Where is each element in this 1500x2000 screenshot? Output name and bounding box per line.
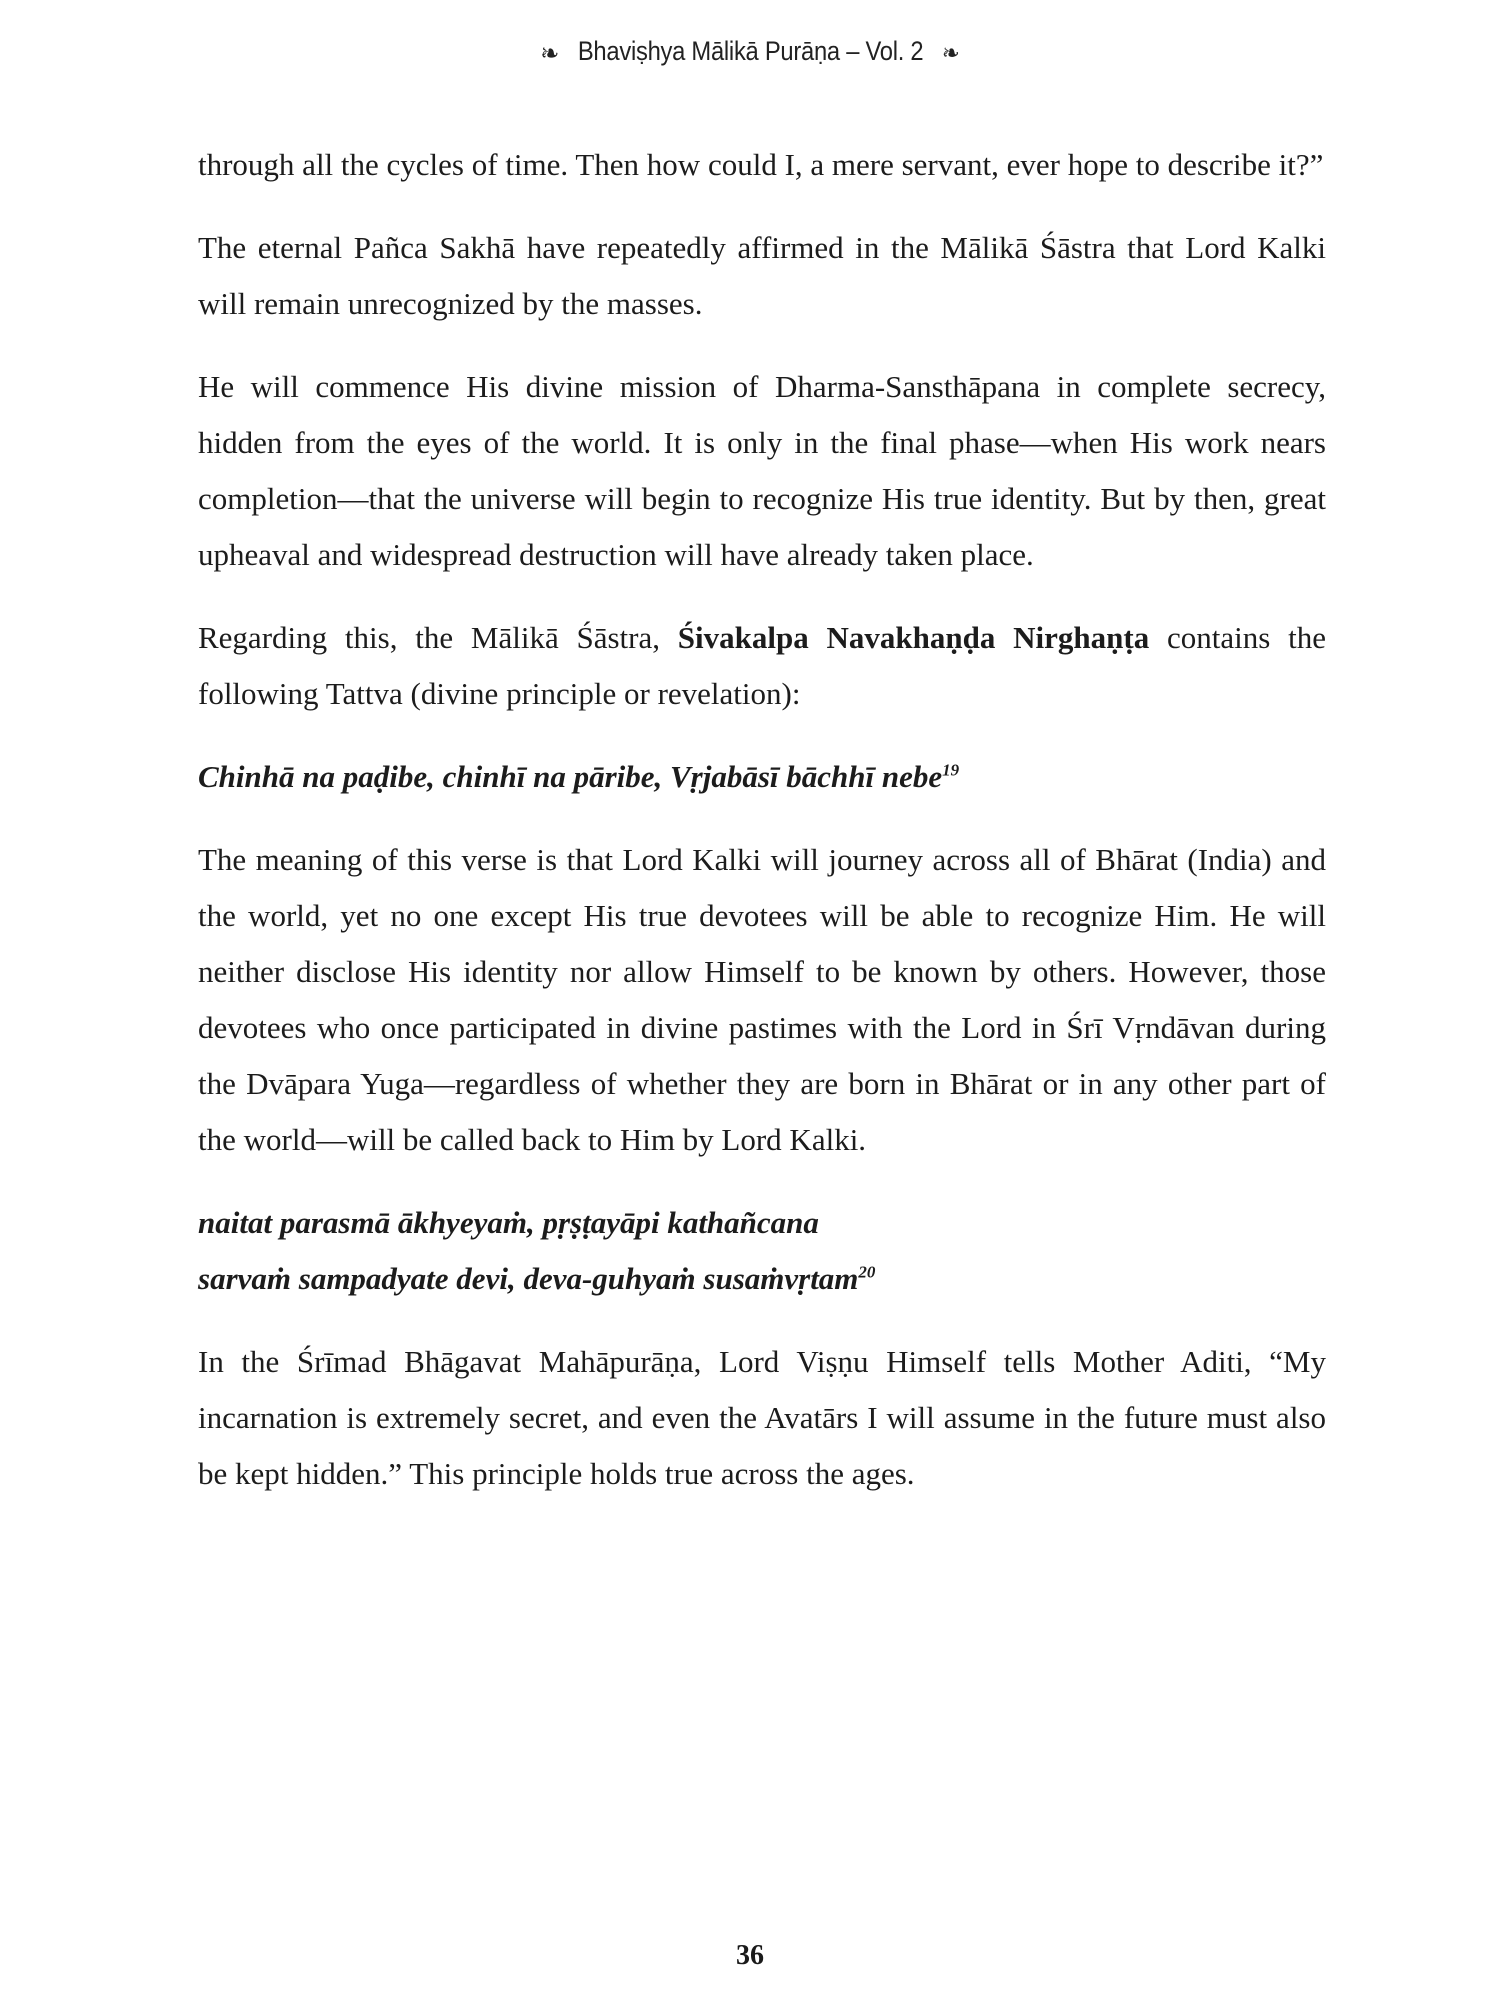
paragraph-regarding-sastra (198, 610, 1326, 722)
book-title: Bhaviṣhya Mālikā Purāṇa – Vol. 2 (577, 36, 924, 66)
paragraph-continuation: through all the cycles of time. Then how could I, a mere servant, ever hope to describe it?” (198, 147, 1324, 182)
verse-line (198, 1251, 1326, 1307)
scripture-title: Śivakalpa Navakhaṇḍa Nirghaṇṭa (677, 620, 1150, 655)
verse-19 (198, 749, 1326, 805)
footnote-ref-20[interactable]: 20 (858, 1262, 876, 1282)
verse-text: sarvaṁ sampadyate devi, deva-guhyaṁ susaṁvṛtam (198, 1261, 859, 1296)
paragraph-bhagavat: In the Śrīmad Bhāgavat Mahāpurāṇa, Lord Viṣṇu Himself tells Mother Aditi, “My incarnation is extremely secret, and even the Avatārs I will assume in the future must also be kept hidden.” This principle holds true across the ages. (198, 1344, 1326, 1491)
verse-line: naitat parasmā ākhyeyaṁ, pṛṣṭayāpi kathañcana (198, 1205, 819, 1240)
page-body (198, 137, 1326, 1529)
verse-line (198, 749, 1326, 805)
text-prefix: Regarding this, the Mālikā Śāstra, (198, 620, 678, 655)
text-suffix: contains the following Tattva (divine principle or revelation): (198, 620, 1326, 711)
page-number: 36 (736, 1940, 764, 1971)
footnote-ref-19[interactable]: 19 (942, 760, 960, 780)
verse-20 (198, 1195, 1326, 1307)
paragraph-panca-sakha: The eternal Pañca Sakhā have repeatedly affirmed in the Mālikā Śāstra that Lord Kalki will remain unrecognized by the masses. (198, 230, 1326, 321)
verse-text: Chinhā na paḍibe, chinhī na pāribe, Vṛjabāsī bāchhī nebe (198, 759, 943, 794)
paragraph-verse-meaning: The meaning of this verse is that Lord Kalki will journey across all of Bhārat (India) and the world, yet no one except His true devotees will be able to recognize Him. He will neither disclose His identity nor allow Himself to be known by others. However, those devotees who once participated in divine pastimes with the Lord in Śrī Vṛndāvan during the Dvāpara Yuga—regardless of whether they are born in Bhārat or in any other part of the world—will be called back to Him by Lord Kalki. (198, 842, 1326, 1157)
ornament-left-icon: ☙ (540, 38, 560, 67)
running-header (90, 36, 1410, 67)
ornament-right-icon: ❧ (942, 38, 960, 67)
paragraph-divine-mission: He will commence His divine mission of Dharma-Sansthāpana in complete secrecy, hidden from the eyes of the world. It is only in the final phase—when His work nears completion—that the universe will begin to recognize His true identity. But by then, great upheaval and widespread destruction will have already taken place. (198, 369, 1326, 572)
